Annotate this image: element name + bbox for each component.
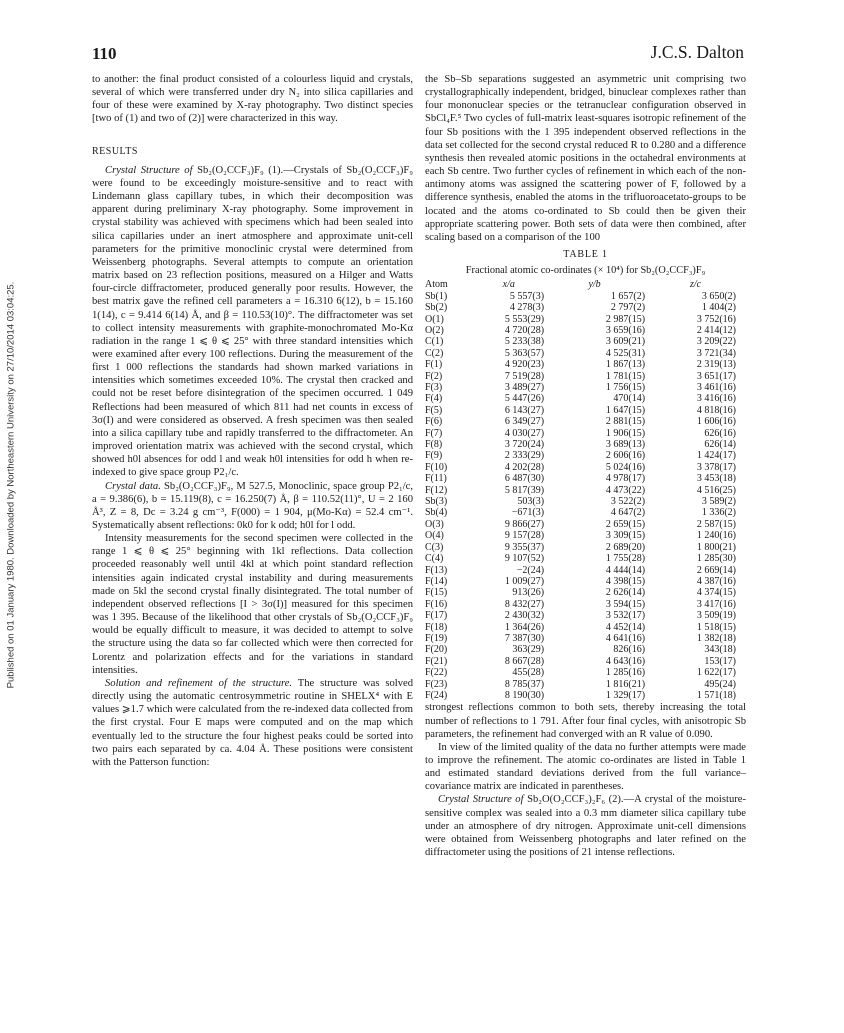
coordinate-cell: 1 647(15) xyxy=(605,404,646,416)
coordinate-cell: 1 364(26) xyxy=(504,621,545,633)
coordinate-cell: 1 800(21) xyxy=(696,541,736,553)
coordinate-cell: 8 432(27) xyxy=(504,598,545,610)
coordinate-cell: 153(17) xyxy=(704,655,736,667)
atom-cell: F(13) xyxy=(425,564,448,576)
table-header-row xyxy=(425,279,746,290)
atom-cell: O(2) xyxy=(425,324,444,336)
table-row xyxy=(425,348,746,359)
coordinate-cell: 4 647(2) xyxy=(610,507,646,519)
coordinate-cell: 3 609(21) xyxy=(605,336,646,348)
atom-cell: C(2) xyxy=(425,347,444,359)
table-header-cell: Atom xyxy=(425,279,448,291)
coordinate-cell: 3 522(2) xyxy=(610,496,646,508)
table-row xyxy=(425,576,746,587)
atom-cell: F(23) xyxy=(425,678,448,690)
coordinate-cell: 4 202(28) xyxy=(504,461,545,473)
coordinate-cell: 5 447(26) xyxy=(504,393,545,405)
coordinate-cell: 3 659(16) xyxy=(605,324,646,336)
coordinate-cell: 2 987(15) xyxy=(605,313,646,325)
coordinate-cell: 6 487(30) xyxy=(504,473,545,485)
coordinate-cell: 7 519(28) xyxy=(504,370,545,382)
coordinate-cell: 5 557(3) xyxy=(509,290,545,302)
paragraph xyxy=(92,677,413,769)
coordinate-cell: 2 414(12) xyxy=(696,324,736,336)
table-row xyxy=(425,359,746,370)
coordinate-cell: 4 387(16) xyxy=(696,575,736,587)
coordinate-cell: 1 009(27) xyxy=(504,575,545,587)
atom-cell: F(24) xyxy=(425,689,448,701)
atom-cell: F(4) xyxy=(425,393,443,405)
table-row xyxy=(425,507,746,518)
coordinate-cell: 1 336(2) xyxy=(701,507,736,519)
paragraph xyxy=(92,480,413,533)
table-row xyxy=(425,644,746,655)
atom-cell: F(9) xyxy=(425,450,443,462)
table-row xyxy=(425,302,746,313)
atom-cell: Sb(1) xyxy=(425,290,448,302)
coordinate-cell: 1 382(18) xyxy=(696,632,736,644)
atom-cell: C(1) xyxy=(425,336,444,348)
atom-cell: F(11) xyxy=(425,473,447,485)
table-row xyxy=(425,325,746,336)
atom-cell: F(5) xyxy=(425,404,443,416)
coordinate-cell: 4 030(27) xyxy=(504,427,545,439)
coordinate-cell: −671(3) xyxy=(511,507,545,519)
download-notice-text: Published on 01 January 1980. Downloaded by Northeastern University on 27/10/2014 03:04:25. xyxy=(5,281,17,689)
coordinate-cell: 4 473(22) xyxy=(605,484,646,496)
coordinate-cell: 8 190(30) xyxy=(504,689,545,701)
atom-cell: F(22) xyxy=(425,667,448,679)
coordinate-cell: 913(26) xyxy=(512,587,545,599)
coordinate-cell: 626(14) xyxy=(704,439,736,451)
coordinate-cell: 1 657(2) xyxy=(610,290,646,302)
atom-cell: F(17) xyxy=(425,610,448,622)
coordinate-cell: 1 518(15) xyxy=(696,621,736,633)
atom-cell: Sb(3) xyxy=(425,496,448,508)
atom-cell: F(12) xyxy=(425,484,448,496)
coordinate-cell: 4 525(31) xyxy=(605,347,646,359)
atom-cell: F(21) xyxy=(425,655,448,667)
atom-cell: F(20) xyxy=(425,644,448,656)
coordinate-cell: 4 978(17) xyxy=(605,473,646,485)
coordinate-cell: 4 920(23) xyxy=(504,359,545,371)
coordinate-cell: 8 667(28) xyxy=(504,655,545,667)
paragraph xyxy=(92,164,413,480)
table-row xyxy=(425,530,746,541)
coordinate-cell: 826(16) xyxy=(613,644,646,656)
atom-cell: F(16) xyxy=(425,598,448,610)
coordinate-cell: 5 024(16) xyxy=(605,461,646,473)
table-row xyxy=(425,610,746,621)
table-row xyxy=(425,439,746,450)
coordinate-cell: 1 285(16) xyxy=(605,667,646,679)
atom-cell: F(3) xyxy=(425,382,443,393)
coordinate-cell: 4 641(16) xyxy=(605,632,646,644)
table-row xyxy=(425,667,746,678)
atom-cell: F(10) xyxy=(425,461,448,473)
coordinate-cell: 495(24) xyxy=(704,678,736,690)
subsection-title: Crystal data. xyxy=(105,480,161,492)
coordinate-cell: 4 516(25) xyxy=(696,484,736,496)
coordinate-cell: 1 756(15) xyxy=(605,382,646,393)
table-row xyxy=(425,382,746,393)
coordinate-cell: 3 509(19) xyxy=(696,610,736,622)
coordinate-cell: 7 387(30) xyxy=(504,632,545,644)
coordinate-cell: 455(28) xyxy=(512,667,545,679)
coordinate-cell: 1 781(15) xyxy=(605,370,646,382)
table-row xyxy=(425,416,746,427)
coordinate-cell: 3 309(15) xyxy=(605,530,646,542)
coordinate-cell: 4 278(3) xyxy=(509,302,545,314)
subsection-title: Crystal Structure of xyxy=(105,164,193,176)
coordinate-cell: 4 818(16) xyxy=(696,404,736,416)
coordinate-cell: 3 417(16) xyxy=(696,598,736,610)
atom-cell: F(7) xyxy=(425,427,443,439)
coordinate-cell: 2 430(32) xyxy=(504,610,545,622)
table-row xyxy=(425,553,746,564)
table-row xyxy=(425,291,746,302)
coordinate-cell: 8 785(37) xyxy=(504,678,545,690)
coordinate-cell: 9 107(52) xyxy=(504,553,545,565)
coordinate-cell: 2 669(14) xyxy=(696,564,736,576)
coordinate-cell: 4 444(14) xyxy=(605,564,646,576)
download-notice-sidebar xyxy=(2,220,20,750)
section-heading-results: RESULTS xyxy=(92,145,138,157)
paragraph: the Sb–Sb separations suggested an asymmetric unit comprising two crystallographically independent, bridged, binuclear complexes rather than four mononuclear species or the tetranuclear configuration observed in SbCl₄F.⁵ Two cycles of full-matrix least-squares isotropic refinement of the four Sb positions with the 1 395 independent observed reflections in the data set collected for the second crystal reduced R to 0.280 and a difference synthesis then revealed atomic positions in the octahedral environments at each Sb centre. Two further cycles of refinement in which each of the non-antimony atoms was assigned the scattering power of F, followed by a difference synthesis, enabled the atoms in the trifluoroacetato-groups to be located and the atoms co-ordinated to Sb could then be given their appropriate scattering power. Both sets of data were then combined, after scaling based on a comparison of the 100 xyxy=(425,74,746,243)
atom-cell: F(8) xyxy=(425,439,443,451)
coordinate-cell: 3 752(16) xyxy=(696,313,736,325)
coordinate-cell: 5 817(39) xyxy=(504,484,545,496)
coordinate-cell: 1 240(16) xyxy=(696,530,736,542)
coordinate-cell: 4 720(28) xyxy=(504,324,545,336)
coordinate-cell: 3 461(16) xyxy=(696,382,736,393)
atom-cell: C(3) xyxy=(425,541,444,553)
coordinate-cell: 1 867(13) xyxy=(605,359,646,371)
journal-name: J.C.S. Dalton xyxy=(650,42,744,62)
coordinate-cell: 3 594(15) xyxy=(605,598,646,610)
table-header-cell: z/c xyxy=(689,279,702,291)
table-caption: Fractional atomic co-ordinates (× 10⁴) for Sb₂(O₂CCF₃)F₉ xyxy=(465,265,706,277)
coordinate-cell: 1 622(17) xyxy=(696,667,736,679)
coordinate-cell: 6 143(27) xyxy=(504,404,545,416)
coordinate-cell: 3 689(13) xyxy=(605,439,646,451)
coordinate-cell: 2 626(14) xyxy=(605,587,646,599)
atom-cell: O(1) xyxy=(425,313,444,325)
coordinate-cell: 4 643(16) xyxy=(605,655,646,667)
table-row xyxy=(425,336,746,347)
formula: Sb₂O(O₂CCF₃)₂F₆ (2). xyxy=(527,794,624,806)
coordinate-cell: 3 532(17) xyxy=(605,610,646,622)
subsection-title: Solution and refinement of the structure. xyxy=(105,677,293,689)
table-header-cell: x/a xyxy=(502,279,515,291)
atom-cell: C(4) xyxy=(425,553,444,565)
coordinate-cell: 3 416(16) xyxy=(696,393,736,405)
coordinate-cell: 2 689(20) xyxy=(605,541,646,553)
table-header-cell: y/b xyxy=(588,279,601,291)
table-row xyxy=(425,393,746,404)
right-column xyxy=(425,73,746,859)
coordinate-cell: 363(29) xyxy=(512,644,545,656)
paragraph-text: —Crystals of Sb₂(O₂CCF₃)F₉ were found to be exceedingly moisture-sensitive and to react with Lindemann glass capillary tubes, in which their decomposition was apparent during preliminary X-ray photography. Some improvement in crystal stability was achieved with specimens which had been sealed into silica capillaries under an inert atmosphere and approximate unit-cell parameters for the primitive monoclinic crystal were determined from Weissenberg photographs. Several attempts to compute an orientation matrix based on 23 reflection positions, measured on a Hilger and Watts four-circle diffractometer, produced generally poor results. However, the best matrix gave the refined cell parameters a = 16.310 6(12), b = 15.160 1(14), c = 9.414 6(14) Å, and β = 110.53(10)°. The diffractometer was set to collect intensity measurements with graphite-monochromated Mo-Kα radiation in the range 1 ⩽ θ ⩽ 25° with three standard intensities which were examined after every 100 reflections. During the measurement of the first 1 000 reflections the standards had shown marked variations in intensities which sometimes exceeded 10%. The crystal then cracked and could not be reset before disintegration of the specimen occurred. 1 049 Reflections had been measured of which 811 had net counts in excess of 3σ(I) and were considered as observed. A fresh specimen was then sealed into a silica capillary tube and rapidly transferred to the diffractometer. An improved orientation matrix was achieved with the second crystal, which showed h0l absences for odd l and weak h0l intensities for odd h when re-indexed to give space group P2₁/c. xyxy=(92,164,413,479)
paragraph: to another: the final product consisted of a colourless liquid and crystals, several of which were transferred under dry N₂ into silica capillaries and four of these were examined by X-ray photography. Two distinct species [two of (1) and two of (2)] were characterized in this way. xyxy=(92,74,413,125)
coordinate-cell: 9 866(27) xyxy=(504,518,545,530)
coordinate-cell: 1 816(21) xyxy=(605,678,646,690)
subsection-title: Crystal Structure of xyxy=(438,794,524,806)
table-row xyxy=(425,371,746,382)
paragraph: strongest reflections common to both sets, thereby increasing the total number of reflections to 1 791. After four final cycles, with anisotropic Sb parameters, the refinement had converged with an R value of 0.090. xyxy=(425,702,746,740)
atom-cell: Sb(2) xyxy=(425,302,448,314)
coordinate-cell: 1 404(2) xyxy=(701,302,736,314)
paragraph-text: Sb₂(O₂CCF₃)F₉, M 527.5, Monoclinic, space group P2₁/c, a = 9.386(6), b = 15.119(8), c = 16.250(7) Å, β = 110.52(11)°, U = 2 160 Å³, Z = 8, Dc = 3.24 g cm⁻³, F(000) = 1 904, μ(Mo-Kα) = 52.4 cm⁻¹. Systematically absent reflections: 0k0 for k odd; h0l for l odd. xyxy=(92,480,414,531)
coordinate-cell: 2 587(15) xyxy=(696,518,736,530)
coordinate-cell: 1 571(18) xyxy=(696,689,736,701)
coordinate-cell: 2 659(15) xyxy=(605,518,646,530)
table-row xyxy=(425,314,746,325)
coordinate-cell: 503(3) xyxy=(517,496,545,508)
coordinate-cell: 2 881(15) xyxy=(605,416,646,428)
table-row xyxy=(425,496,746,507)
coordinate-cell: 4 452(14) xyxy=(605,621,646,633)
atom-cell: F(14) xyxy=(425,575,448,587)
formula: Sb₂(O₂CCF₃)F₉ (1). xyxy=(197,164,284,176)
coordinate-cell: 9 355(37) xyxy=(504,541,545,553)
table-row xyxy=(425,656,746,667)
coordinate-cell: 3 453(18) xyxy=(696,473,736,485)
table-row xyxy=(425,679,746,690)
table-row xyxy=(425,587,746,598)
atom-cell: F(18) xyxy=(425,621,448,633)
atom-cell: O(3) xyxy=(425,518,444,530)
coordinate-cell: 4 374(15) xyxy=(696,587,736,599)
coordinate-cell: 1 606(16) xyxy=(696,416,736,428)
coordinate-cell: 1 906(15) xyxy=(605,427,646,439)
coordinate-cell: 4 398(15) xyxy=(605,575,646,587)
atom-cell: O(4) xyxy=(425,530,444,542)
table-row xyxy=(425,622,746,633)
coordinate-cell: 3 720(24) xyxy=(504,439,545,451)
atom-cell: F(6) xyxy=(425,416,443,428)
atom-cell: F(19) xyxy=(425,632,448,644)
coordinate-cell: 343(18) xyxy=(704,644,736,656)
coordinate-cell: 1 285(30) xyxy=(696,553,736,565)
coordinate-cell: 2 606(16) xyxy=(605,450,646,462)
paragraph xyxy=(425,793,746,859)
table-row xyxy=(425,519,746,530)
coordinate-cell: 470(14) xyxy=(613,393,646,405)
coordinate-cell: 3 650(2) xyxy=(701,290,736,302)
coordinate-cell: −2(24) xyxy=(516,564,545,576)
table-row xyxy=(425,565,746,576)
coordinate-cell: 5 363(57) xyxy=(504,347,545,359)
atom-cell: F(2) xyxy=(425,370,443,382)
coordinate-cell: 3 209(22) xyxy=(696,336,736,348)
coordinate-cell: 2 319(13) xyxy=(696,359,736,371)
coordinate-cell: 1 329(17) xyxy=(605,689,646,701)
coordinate-cell: 2 797(2) xyxy=(610,302,646,314)
paragraph: In view of the limited quality of the data no further attempts were made to improve the refinement. The atomic co-ordinates are listed in Table 1 and estimated standard deviations derived from the full variance–covariance matrix are indicated in parentheses. xyxy=(425,741,746,793)
atom-cell: F(15) xyxy=(425,587,448,599)
table-row xyxy=(425,485,746,496)
table-row xyxy=(425,690,746,701)
table-row xyxy=(425,473,746,484)
coordinate-cell: 5 553(29) xyxy=(504,313,545,325)
coordinate-cell: 3 721(34) xyxy=(696,347,736,359)
table-row xyxy=(425,599,746,610)
paragraph-text: The structure was solved directly using the automatic centrosymmetric routine in SHELX⁴ with E values ⩾1.7 which were calculated from the re-indexed data collected from the first crystal. Four E maps were computed and on the map which eventually led to the structure the four highest peaks could be sorted into two pairs each separated by ca. 4.04 Å. These positions were consistent with the Patterson function: xyxy=(92,677,413,768)
table-row xyxy=(425,633,746,644)
coordinate-cell: 9 157(28) xyxy=(504,530,545,542)
coordinate-cell: 5 233(38) xyxy=(504,336,545,348)
paragraph: Intensity measurements for the second specimen were collected in the range 1 ⩽ θ ⩽ 25° beginning with 1kl reflections. Data collection proceeded reasonably well until 4kl at which point standard reflection intensities again indicated crystal instability and during measurements made on 5kl the second crystal finally disintegrated. The total number of independent observed reflections [I > 3σ(I)] measured for this specimen was 1 395. Because of the likelihood that other crystals of Sb₂(O₂CCF₃)F₉ would be equally difficult to measure, it was decided to attempt to solve the structure using the data so far collected which were then corrected for Lorentz and polarization effects and for the variations in standard intensities. xyxy=(92,533,413,676)
coordinate-cell: 6 349(27) xyxy=(504,416,545,428)
atom-cell: Sb(4) xyxy=(425,507,448,519)
table-row xyxy=(425,462,746,473)
table-title: TABLE 1 xyxy=(563,249,608,261)
coordinate-cell: 3 589(2) xyxy=(701,496,736,508)
paragraph-text: —A crystal of the moisture-sensitive complex was sealed into a 0.3 mm diameter silica capillary tube under an atmosphere of dry nitrogen. Approximate unit-cell dimensions were obtained from Weissenberg photographs and later refined on the diffractometer using the positions of 21 intense reflections. xyxy=(425,794,746,859)
table-row xyxy=(425,450,746,461)
coordinate-cell: 1 755(28) xyxy=(605,553,646,565)
page-number: 110 xyxy=(92,44,117,63)
table-row xyxy=(425,405,746,416)
coordinate-cell: 3 651(17) xyxy=(696,370,736,382)
atom-cell: F(1) xyxy=(425,359,443,371)
coordinate-cell: 1 424(17) xyxy=(696,450,736,462)
coordinate-cell: 2 333(29) xyxy=(504,450,545,462)
coordinates-table xyxy=(425,279,746,701)
table-body xyxy=(425,291,746,702)
coordinate-cell: 3 378(17) xyxy=(696,461,736,473)
coordinate-cell: 3 489(27) xyxy=(504,382,545,393)
table-row xyxy=(425,428,746,439)
table-row xyxy=(425,542,746,553)
left-column xyxy=(92,73,413,769)
coordinate-cell: 626(16) xyxy=(704,427,736,439)
